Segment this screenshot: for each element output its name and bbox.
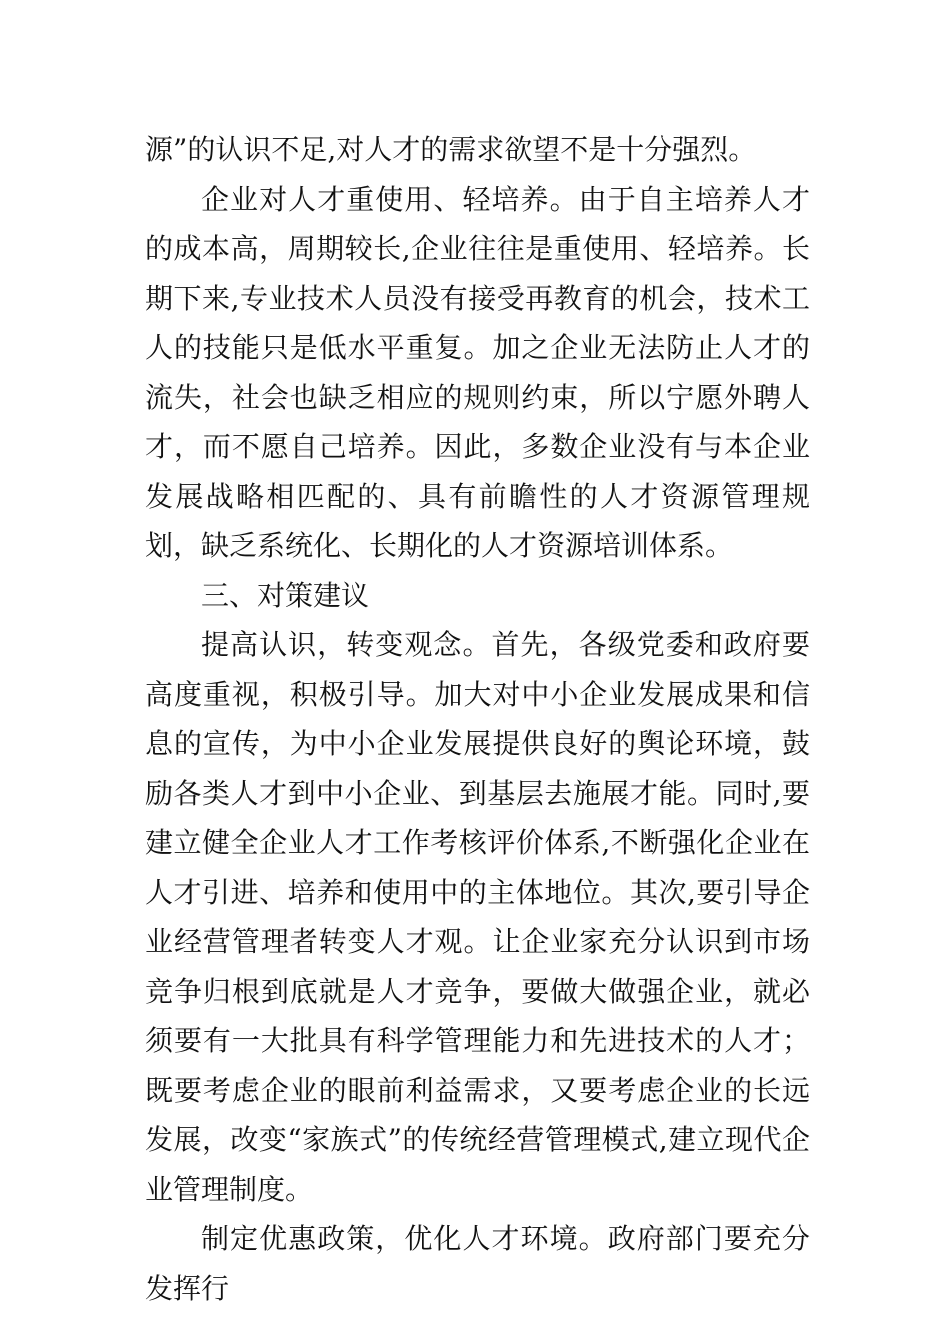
paragraph-talent-training: 企业对人才重使用、轻培养。由于自主培养人才的成本高，周期较长,企业往往是重使用、轻培养。长期下来,专业技术人员没有接受再教育的机会，技术工人的技能只是低水平重复。加之企业无法防止人才的流失，社会也缺乏相应的规则约束，所以宁愿外聘人才，而不愿自己培养。因此，多数企业没有与本企业发展战略相匹配的、具有前瞻性的人才资源管理规划，缺乏系统化、长期化的人才资源培训体系。 (145, 182, 810, 562)
section-heading: 三、对策建议 (201, 578, 370, 612)
paragraph-continued: 源”的认识不足,对人才的需求欲望不是十分强烈。 (145, 133, 757, 166)
body-text (145, 125, 810, 1313)
paragraph-raise-awareness: 提高认识，转变观念。首先，各级党委和政府要高度重视，积极引导。加大对中小企业发展成果和信息的宣传，为中小企业发展提供良好的舆论环境，鼓励各类人才到中小企业、到基层去施展才能。同时,要建立健全企业人才工作考核评价体系,不断强化企业在人才引进、培养和使用中的主体地位。其次,要引导企业经营管理者转变人才观。让企业家充分认识到市场竞争归根到底就是人才竞争，要做大做强企业，就必须要有一大批具有科学管理能力和先进技术的人才；既要考虑企业的眼前利益需求，又要考虑企业的长远发展，改变“家族式”的传统经营管理模式,建立现代企业管理制度。 (145, 628, 810, 1206)
paragraph-preferential-policy: 制定优惠政策，优化人才环境。政府部门要充分发挥行 (145, 1222, 810, 1305)
